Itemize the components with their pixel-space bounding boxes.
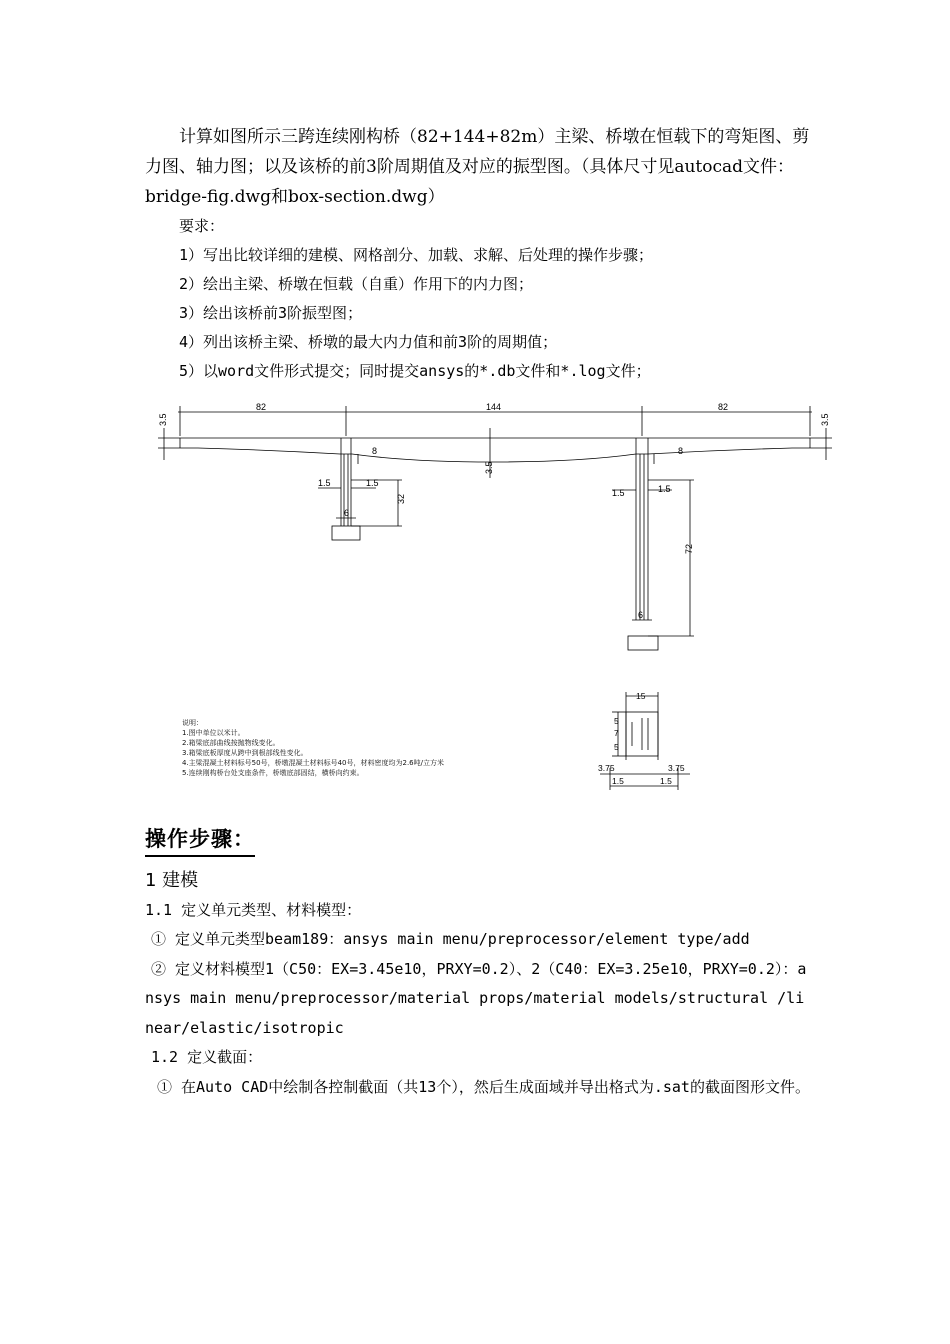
note-line: 5.连续刚构桥台处支座条件，桥墩底部固结，横桥向约束。 bbox=[182, 769, 364, 777]
pier-offset-label: 1.5 bbox=[658, 484, 671, 494]
pier-gap-label: 6 bbox=[638, 610, 644, 620]
step-title: 1 建模 bbox=[145, 870, 199, 891]
section-flange-label: 3.75 bbox=[598, 763, 615, 773]
section-web-label: 1.5 bbox=[612, 776, 624, 786]
requirement-item: 5）以word文件形式提交；同时提交ansys的*.db文件和*.log文件； bbox=[179, 362, 651, 380]
box-section-drawing bbox=[596, 690, 706, 790]
pier-height-label: 32 bbox=[396, 493, 406, 504]
section-height-label: 7 bbox=[614, 728, 619, 738]
section-web-label: 1.5 bbox=[660, 776, 672, 786]
section-height-label: 5 bbox=[614, 716, 619, 726]
intro-paragraph: 计算如图所示三跨连续刚构桥（82+144+82m）主梁、桥墩在恒载下的弯矩图、剪力图、轴力图；以及该桥的前3阶周期值及对应的振型图。（具体尺寸见autocad文件：bridge-fig.dwg和box-section.dwg） bbox=[145, 127, 810, 207]
pier-offset-label: 1.5 bbox=[612, 488, 625, 498]
pier-height-label: 72 bbox=[684, 543, 694, 554]
problem-statement bbox=[145, 122, 810, 212]
section-width-label: 15 bbox=[636, 691, 646, 701]
pier-offset-label: 1.5 bbox=[318, 478, 331, 488]
depth-label: 8 bbox=[678, 446, 684, 456]
step-subtitle: 1.2 定义截面： bbox=[151, 1048, 263, 1066]
span-label: 82 bbox=[718, 402, 729, 412]
requirement-item: 3）绘出该桥前3阶振型图； bbox=[179, 304, 363, 322]
note-line: 1.图中单位以米计。 bbox=[182, 729, 245, 737]
notes-title: 说明： bbox=[182, 719, 203, 727]
step-subtitle: 1.1 定义单元类型、材料模型： bbox=[145, 900, 362, 919]
requirement-item: 4）列出该桥主梁、桥墩的最大内力值和前3阶的周期值； bbox=[179, 333, 558, 351]
note-line: 2.箱梁底部曲线按抛物线变化。 bbox=[182, 739, 280, 747]
step-item: ① 在Auto CAD中绘制各控制截面（共13个），然后生成面域并导出格式为.sat的截面图形文件。 bbox=[157, 1077, 810, 1096]
span-label: 144 bbox=[486, 402, 502, 412]
steps-heading: 操作步骤： bbox=[145, 823, 255, 857]
note-line: 4.主梁混凝土材料标号50号，桥墩混凝土材料标号40号，材料密度均为2.6吨/立方米 bbox=[182, 759, 444, 767]
depth-label: 3.5 bbox=[820, 413, 830, 426]
span-label: 82 bbox=[256, 402, 267, 412]
pier-gap-label: 6 bbox=[344, 508, 350, 518]
section-flange-label: 3.75 bbox=[668, 763, 685, 773]
requirements bbox=[145, 212, 805, 386]
step-item: ② 定义材料模型1（C50：EX=3.45e10，PRXY=0.2）、2（C40：EX=3.25e10，PRXY=0.2）：ansys main menu/preprocessor/material props/material models/structural /linear/elastic/isotropic bbox=[145, 959, 807, 1037]
bridge-elevation-drawing bbox=[150, 398, 840, 663]
pier-offset-label: 1.5 bbox=[366, 478, 379, 488]
step-item: ① 定义单元类型beam189：ansys main menu/preprocessor/element type/add bbox=[151, 930, 750, 948]
requirement-item: 1）写出比较详细的建模、网格剖分、加载、求解、后处理的操作步骤； bbox=[179, 246, 654, 264]
depth-label: 3.5 bbox=[484, 461, 494, 474]
depth-label: 3.5 bbox=[158, 413, 168, 426]
requirements-heading: 要求： bbox=[179, 217, 225, 235]
operation-steps bbox=[145, 866, 810, 1102]
requirement-item: 2）绘出主梁、桥墩在恒载（自重）作用下的内力图； bbox=[179, 275, 534, 293]
section-height-label: 5 bbox=[614, 742, 619, 752]
drawing-notes bbox=[182, 718, 444, 778]
depth-label: 8 bbox=[372, 446, 378, 456]
note-line: 3.箱梁底板厚度从跨中到根部线性变化。 bbox=[182, 749, 308, 757]
